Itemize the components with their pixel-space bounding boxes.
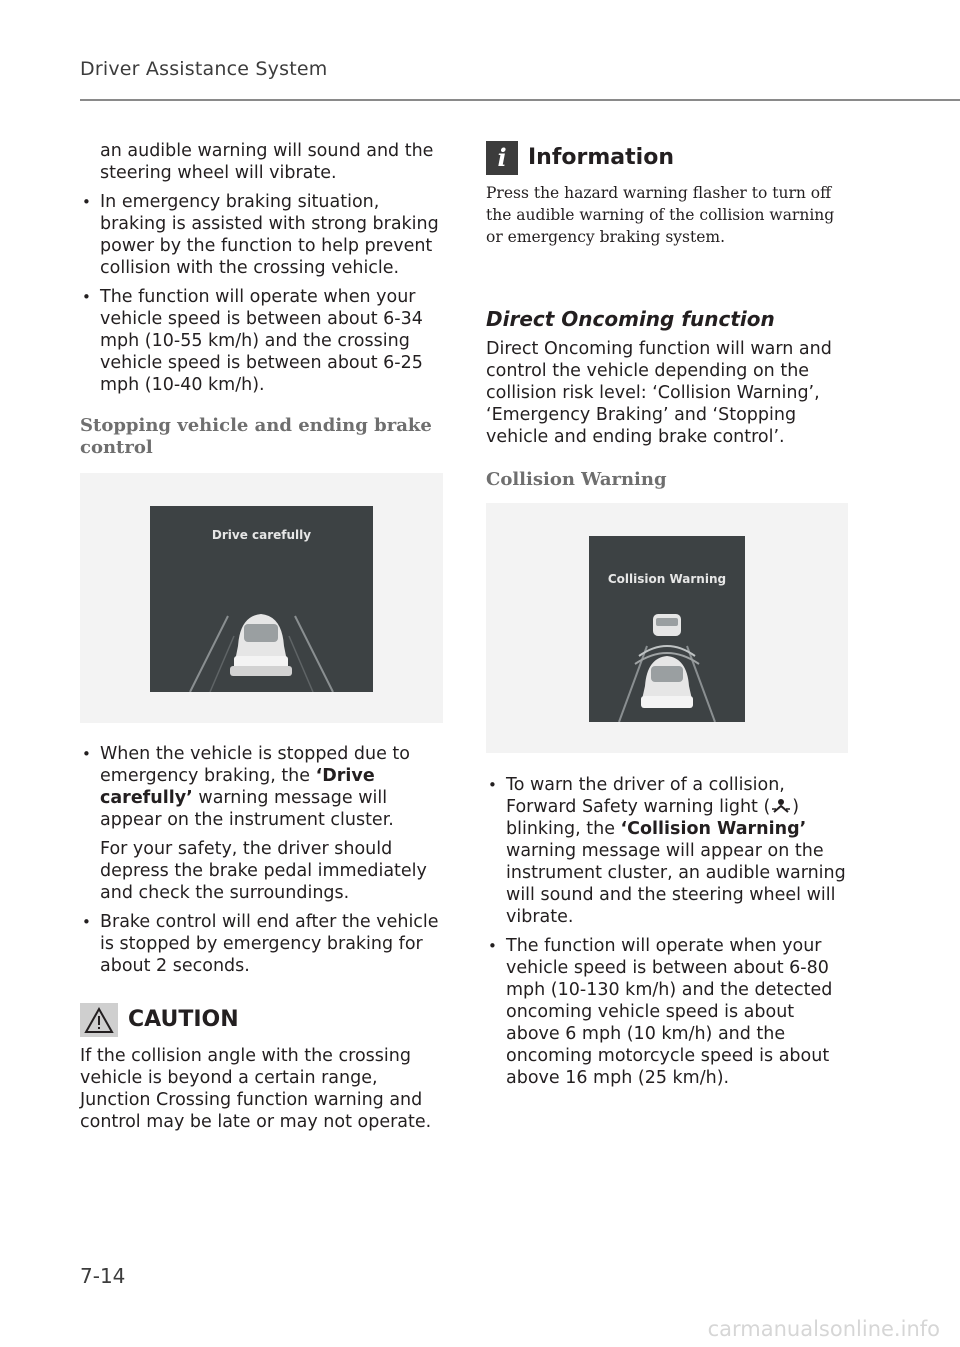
bullet-collision-warning-post: warning message will appear on the instrument cluster, an audible warning will sound and the steering wheel will vibrate. [506, 841, 846, 927]
bullet-collision-warning [486, 774, 851, 928]
left-column [80, 140, 445, 1133]
collision-scene-icon [589, 536, 745, 722]
bullet-drive-carefully-bold: ‘Drive carefully’ [100, 766, 375, 808]
figure-drive-carefully [80, 473, 443, 723]
car-rear-icon [150, 506, 373, 692]
section-title-direct-oncoming: Direct Oncoming function [486, 307, 775, 331]
bullet-safety-note: For your safety, the driver should depress the brake pedal immediately and check the surroundings. [100, 839, 427, 903]
caution-text: If the collision angle with the crossing vehicle is beyond a certain range, Junction Crossing function warning and control may be late or may not operate. [80, 1046, 432, 1132]
bullet-drive-carefully-pre: When the vehicle is stopped due to emergency braking, the [100, 744, 410, 786]
caution-header [80, 1003, 445, 1037]
bullet-drive-carefully [80, 743, 445, 831]
figure-collision-warning [486, 503, 848, 753]
screen-message: Collision Warning [607, 572, 727, 586]
subheading-stopping: Stopping vehicle and ending brake control [80, 415, 432, 458]
information-title: Information [528, 145, 674, 170]
bullet-operating-speed: • The function will operate when your vehicle speed is between about 6-34 mph (10-55 km/h) and the crossing vehicle speed is between about 6-25 mph (10-40 km/h). [80, 286, 445, 396]
caution-title: CAUTION [128, 1007, 239, 1032]
bullet-collision-warning-pre: To warn the driver of a collision, Forward Safety warning light ( [506, 775, 785, 817]
forward-safety-warning-icon [770, 797, 792, 815]
page-number: 7-14 [80, 1264, 126, 1288]
right-column [486, 140, 851, 1089]
cluster-screen [589, 536, 745, 722]
information-header [486, 140, 851, 176]
cluster-screen [150, 506, 373, 692]
watermark: carmanualsonline.info [707, 1317, 940, 1341]
subheading-collision-warning: Collision Warning [486, 469, 667, 490]
bullet-drive-carefully-post: warning message will appear on the instrument cluster. [100, 788, 394, 830]
screen-message: Drive carefully [211, 528, 312, 542]
bullet-braking-assist: • In emergency braking situation, braking is assisted with strong braking power by the function to help prevent collision with the crossing vehicle. [80, 191, 445, 279]
bullet-collision-warning-bold: ‘Collision Warning’ [620, 819, 807, 839]
bullet-brake-end: • Brake control will end after the vehicle is stopped by emergency braking for about 2 seconds. [80, 911, 445, 977]
warning-triangle-icon [80, 1003, 118, 1037]
header-divider [80, 99, 960, 101]
information-icon: i [486, 141, 518, 175]
bullet-oncoming-speed: • The function will operate when your vehicle speed is between about 6-80 mph (10-130 km/h) and the detected oncoming vehicle speed is about above 6 mph (10 km/h) and the oncoming motorcycle speed is about above 16 mph (25 km/h). [486, 935, 851, 1089]
information-text: Press the hazard warning flasher to turn off the audible warning of the collision warning or emergency braking system. [486, 184, 835, 246]
intro-continuation: an audible warning will sound and the steering wheel will vibrate. [100, 141, 434, 183]
header-title: Driver Assistance System [80, 58, 328, 80]
bullet-collision-warning-mid: ) blinking, the [506, 797, 800, 839]
section-text-direct-oncoming: Direct Oncoming function will warn and control the vehicle depending on the collision risk level: ‘Collision Warning’, ‘Emergency Braking’ and ‘Stopping vehicle and ending brake control’. [486, 339, 832, 447]
